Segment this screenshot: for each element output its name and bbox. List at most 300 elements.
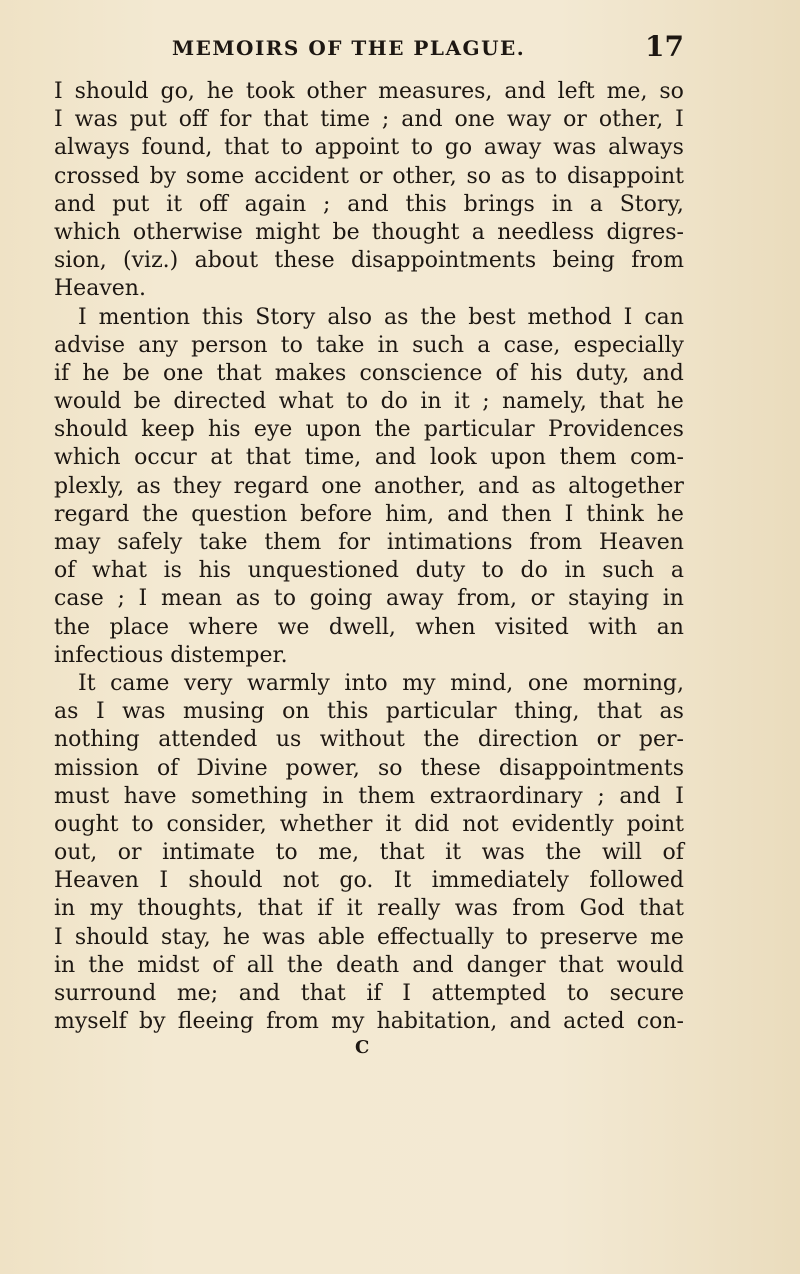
word: disappointments — [351, 248, 537, 274]
word: Heaven — [54, 868, 139, 894]
text-line — [54, 557, 684, 585]
word: regard — [54, 501, 130, 527]
word: or — [596, 727, 621, 753]
word: any — [138, 332, 178, 358]
word: was — [74, 107, 118, 133]
word: disappoint — [566, 163, 684, 189]
word: and — [347, 191, 389, 217]
word: me, — [606, 79, 648, 104]
text-line — [54, 811, 684, 839]
word: that — [257, 896, 303, 922]
word: be — [133, 389, 161, 415]
word: I — [675, 783, 684, 809]
word: put — [112, 191, 150, 217]
word: be — [122, 360, 150, 386]
word: was — [481, 840, 525, 866]
word: midst — [137, 952, 200, 978]
word: keep — [141, 417, 195, 443]
word: I — [402, 981, 411, 1006]
word: Story, — [619, 191, 684, 217]
word: habitation, — [376, 1009, 498, 1035]
word: a — [670, 558, 684, 584]
word: that — [597, 699, 643, 725]
word: ought — [54, 811, 119, 837]
word: I — [623, 304, 633, 330]
word: some — [185, 163, 245, 189]
word: nothing — [54, 727, 140, 753]
word: death — [336, 952, 400, 978]
word: and — [504, 79, 546, 104]
word: altogether — [568, 473, 684, 499]
word: immediately — [431, 868, 569, 894]
word: disappointments — [498, 755, 684, 781]
word: as — [531, 473, 556, 499]
word: appoint — [314, 135, 400, 161]
word: that — [245, 445, 291, 471]
word: I — [78, 304, 87, 330]
word: particular — [423, 417, 535, 443]
word: and — [374, 445, 417, 471]
word: morning, — [582, 670, 684, 696]
word: It — [78, 670, 96, 696]
word: for — [338, 530, 370, 555]
word: namely, — [502, 389, 587, 415]
word: or — [117, 840, 142, 866]
word: them — [559, 445, 617, 471]
word: especially — [573, 332, 684, 358]
word: put — [129, 107, 167, 133]
word: where — [188, 614, 259, 640]
word: found, — [141, 135, 213, 161]
word: I — [159, 868, 169, 894]
word: when — [415, 614, 476, 640]
word: upon — [305, 417, 362, 443]
word: take — [316, 332, 365, 358]
word: he — [222, 924, 251, 950]
word: should — [188, 868, 263, 894]
word: and — [619, 783, 661, 809]
word: a — [477, 332, 491, 358]
word: one — [162, 360, 204, 386]
word: as — [54, 699, 79, 725]
word: of — [54, 558, 76, 584]
page-number: 17 — [645, 30, 684, 63]
text-line — [54, 867, 684, 895]
word: intimate — [162, 840, 256, 866]
word: he — [656, 389, 684, 415]
word: all — [246, 952, 274, 978]
word: ; — [322, 191, 331, 217]
word: It — [393, 868, 412, 894]
word: ; — [482, 389, 490, 415]
word: sion, — [54, 248, 107, 274]
word: being — [552, 248, 615, 274]
word: attempted — [431, 981, 547, 1006]
word: thing, — [514, 699, 580, 725]
word: from, — [457, 586, 517, 612]
word: danger — [466, 952, 546, 978]
word: otherwise — [132, 219, 243, 245]
word: of — [156, 755, 179, 781]
text-line — [54, 585, 684, 613]
text-line — [54, 980, 684, 1008]
word: them — [358, 783, 416, 809]
word: upon — [490, 445, 546, 471]
word: think — [586, 501, 644, 527]
word: to — [131, 811, 154, 837]
text-line — [54, 444, 684, 472]
text-line — [54, 670, 684, 698]
text-line: infectious distemper. — [54, 642, 288, 668]
word: with — [588, 614, 638, 640]
word: stay, — [160, 924, 211, 950]
word: Providences — [547, 417, 684, 443]
word: secure — [609, 981, 684, 1006]
text-line — [54, 473, 684, 501]
word: so — [466, 163, 492, 189]
word: did — [414, 811, 450, 837]
word: him, — [385, 501, 435, 527]
word: this — [405, 191, 447, 217]
word: I — [564, 501, 574, 527]
word: digres- — [606, 219, 684, 245]
word: by — [149, 163, 177, 189]
text-line — [54, 755, 684, 783]
word: out, — [54, 840, 98, 866]
word: that — [558, 952, 604, 978]
word: directed — [173, 389, 267, 415]
word: a — [471, 219, 485, 245]
word: (viz.) — [123, 248, 179, 274]
word: have — [123, 783, 177, 809]
word: before — [300, 501, 373, 527]
word: as — [659, 699, 684, 725]
word: without — [319, 727, 405, 753]
word: and — [238, 981, 281, 1006]
word: thoughts, — [137, 896, 244, 922]
word: or — [530, 586, 555, 612]
word: ; — [597, 783, 605, 809]
word: should — [74, 924, 149, 950]
text-line — [54, 360, 684, 388]
word: I — [95, 699, 105, 725]
word: if — [366, 981, 382, 1006]
word: be — [332, 219, 360, 245]
word: might — [255, 219, 321, 245]
word: brings — [463, 191, 535, 217]
word: and — [642, 360, 684, 386]
word: was — [553, 135, 597, 161]
word: one — [527, 670, 569, 696]
word: to — [275, 840, 298, 866]
word: the — [142, 501, 179, 527]
word: I — [54, 924, 63, 950]
word: on — [282, 699, 310, 725]
word: his — [530, 360, 563, 386]
word: person — [191, 332, 268, 358]
word: may — [54, 530, 101, 555]
text-line — [54, 501, 684, 529]
word: one — [454, 107, 495, 133]
text-line — [54, 134, 684, 162]
word: to — [505, 924, 528, 950]
word: evidently — [511, 811, 614, 837]
word: it — [385, 811, 402, 837]
text-line — [54, 1008, 684, 1036]
signature-mark: C — [355, 1037, 370, 1058]
word: them — [264, 530, 322, 555]
word: these — [420, 755, 481, 781]
word: he — [206, 79, 234, 104]
word: that — [216, 360, 262, 386]
word: con- — [636, 1009, 684, 1035]
word: power, — [285, 755, 360, 781]
word: the — [423, 727, 460, 753]
word: go — [444, 135, 473, 161]
word: from — [266, 1009, 319, 1035]
word: ; — [381, 107, 390, 133]
word: not — [282, 868, 320, 894]
word: away — [483, 135, 542, 161]
word: it — [166, 191, 183, 217]
word: acted — [563, 1009, 625, 1035]
text-line — [54, 529, 684, 557]
word: as — [383, 304, 409, 330]
word: to — [346, 389, 369, 415]
word: the — [545, 840, 582, 866]
word: point — [626, 811, 684, 837]
word: into — [344, 670, 388, 696]
word: intimations — [386, 530, 513, 555]
word: he — [656, 501, 684, 527]
text-line — [54, 726, 684, 754]
word: visited — [495, 614, 569, 640]
word: was — [262, 924, 306, 950]
word: in — [662, 586, 684, 612]
word: accident — [254, 163, 350, 189]
word: direction — [477, 727, 579, 753]
word: very — [184, 670, 233, 696]
word: which — [54, 445, 121, 471]
word: needless — [497, 219, 595, 245]
word: off — [178, 107, 208, 133]
text-line — [54, 924, 684, 952]
word: warmly — [247, 670, 330, 696]
text-line — [54, 952, 684, 980]
word: myself — [54, 1009, 127, 1035]
word: case, — [503, 332, 561, 358]
word: extraordinary — [429, 783, 583, 809]
word: safely — [117, 530, 183, 555]
word: mention — [98, 304, 190, 330]
word: at — [210, 445, 233, 471]
word: Heaven — [598, 530, 684, 555]
word: something — [191, 783, 308, 809]
word: mind, — [450, 670, 514, 696]
word: so — [377, 755, 403, 781]
word: if — [317, 896, 333, 922]
word: the — [286, 952, 323, 978]
text-line — [54, 163, 684, 191]
page-header — [60, 28, 684, 68]
word: and — [412, 952, 454, 978]
text-line — [54, 698, 684, 726]
word: I — [54, 107, 63, 133]
word: go, — [160, 79, 195, 104]
word: was — [122, 699, 166, 725]
word: a — [589, 191, 603, 217]
word: I — [54, 79, 63, 104]
word: another, — [373, 473, 466, 499]
word: I — [675, 107, 684, 133]
text-line — [54, 191, 684, 219]
word: time, — [304, 445, 362, 471]
word: to — [273, 586, 296, 612]
word: and — [401, 107, 443, 133]
text-line: Heaven. — [54, 276, 146, 302]
word: that — [638, 896, 684, 922]
word: followed — [589, 868, 684, 894]
word: the — [420, 304, 457, 330]
word: it — [445, 840, 462, 866]
word: always — [54, 135, 130, 161]
word: one — [321, 473, 362, 499]
word: per- — [638, 727, 684, 753]
word: the — [54, 614, 91, 640]
word: also — [327, 304, 372, 330]
word: about — [194, 248, 259, 274]
word: take — [199, 530, 248, 555]
word: attended — [158, 727, 258, 753]
word: such — [412, 332, 465, 358]
word: and — [509, 1009, 551, 1035]
word: as — [136, 473, 161, 499]
word: com- — [630, 445, 684, 471]
word: in — [420, 389, 442, 415]
word: that — [379, 840, 425, 866]
word: his — [198, 558, 232, 584]
word: duty — [415, 558, 466, 584]
word: of — [662, 840, 684, 866]
text-line — [54, 78, 684, 106]
word: staying — [568, 586, 650, 612]
word: always — [608, 135, 684, 161]
word: question — [191, 501, 288, 527]
word: case — [54, 586, 104, 612]
word: for — [219, 107, 252, 133]
word: Divine — [196, 755, 268, 781]
word: go. — [339, 868, 374, 894]
word: that — [224, 135, 270, 161]
word: me; — [176, 981, 219, 1006]
word: fleeing — [177, 1009, 254, 1035]
word: preserve — [540, 924, 638, 950]
word: they — [172, 473, 222, 499]
word: from — [529, 530, 583, 555]
word: of — [495, 360, 517, 386]
text-line — [54, 219, 684, 247]
word: mission — [54, 755, 139, 781]
word: eye — [253, 417, 293, 443]
word: that — [599, 389, 645, 415]
word: effectually — [377, 924, 494, 950]
word: time — [320, 107, 370, 133]
word: it — [346, 896, 363, 922]
word: or — [358, 163, 383, 189]
word: able — [317, 924, 365, 950]
text-line — [54, 839, 684, 867]
word: and — [477, 473, 520, 499]
word: going — [309, 586, 373, 612]
word: an — [656, 614, 684, 640]
body-text — [54, 78, 684, 1036]
word: unquestioned — [247, 558, 399, 584]
word: by — [139, 1009, 166, 1035]
word: advise — [54, 332, 125, 358]
word: that — [263, 107, 309, 133]
word: from — [512, 896, 566, 922]
word: would — [54, 389, 122, 415]
word: ; — [117, 586, 125, 612]
word: conscience — [359, 360, 483, 386]
word: and — [54, 191, 96, 217]
word: to — [481, 558, 504, 584]
word: method — [527, 304, 612, 330]
word: in — [54, 952, 76, 978]
word: occur — [134, 445, 197, 471]
word: which — [54, 219, 121, 245]
text-line — [54, 304, 684, 332]
word: or — [563, 107, 587, 133]
word: and — [447, 501, 489, 527]
word: me, — [318, 840, 360, 866]
word: other, — [392, 163, 457, 189]
word: way — [506, 107, 552, 133]
word: was — [454, 896, 498, 922]
word: not — [462, 811, 499, 837]
word: the — [374, 417, 411, 443]
text-line — [54, 388, 684, 416]
word: will — [601, 840, 642, 866]
word: if — [54, 360, 70, 386]
word: do — [520, 558, 548, 584]
word: should — [54, 417, 128, 443]
word: off — [198, 191, 228, 217]
word: look — [429, 445, 477, 471]
word: must — [54, 783, 110, 809]
text-line — [54, 416, 684, 444]
word: as — [500, 163, 526, 189]
word: in — [54, 896, 76, 922]
word: would — [616, 952, 684, 978]
word: to — [535, 163, 558, 189]
word: what — [278, 389, 334, 415]
word: in — [564, 558, 586, 584]
word: is — [163, 558, 182, 584]
word: should — [74, 79, 149, 104]
word: away — [385, 586, 444, 612]
word: me — [650, 924, 684, 950]
word: in — [322, 783, 344, 809]
word: Story — [255, 304, 316, 330]
word: to — [566, 981, 589, 1006]
word: place — [109, 614, 170, 640]
word: to — [410, 135, 434, 161]
word: whether — [279, 811, 373, 837]
word: these — [274, 248, 335, 274]
word: God — [579, 896, 625, 922]
word: best — [468, 304, 516, 330]
